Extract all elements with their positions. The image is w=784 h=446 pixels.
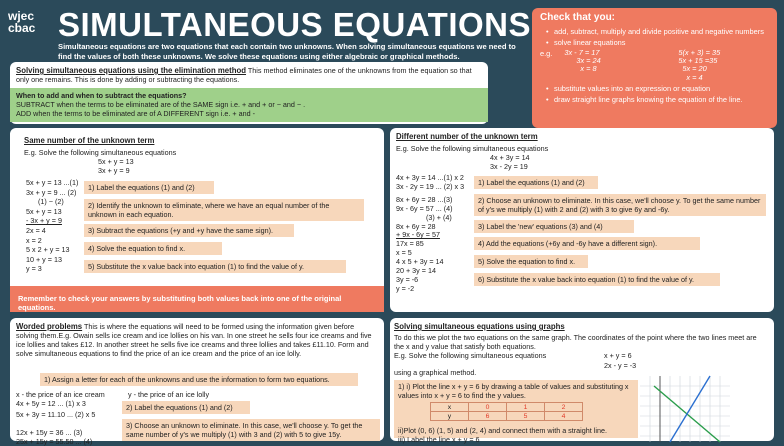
graphs-eg: E.g. Solve the following simultaneous equations [394,351,547,360]
check-item-3: • substitute values into an expression or equation [546,84,769,93]
worded-problems-card [10,318,384,446]
worded-lety: y - the price of an ice lolly [128,390,210,399]
work-line: 2x = 4 [26,225,46,235]
work-line: 4 x 5 + 3y = 14 [396,257,444,267]
check-item-1: • add, subtract, multiply and divide positive and negative numbers [546,27,769,36]
worded-eq4: 25x + 15y = 55.50 ... (4) [16,437,93,446]
worded-letx: x - the price of an ice cream [16,390,105,399]
table-cell: 2 [545,403,583,412]
eg-label: e.g. [540,49,553,58]
logo-line1: wjec [8,9,35,23]
worded-step-2: 2) Label the equations (1) and (2) [122,401,250,414]
diff-step-5: 5) Solve the equation to find x. [474,255,588,268]
same-eq2: 3x + y = 9 [98,166,130,175]
work-line: 9x - 6y = 57 ... (4) [396,203,453,213]
diff-eg: E.g. Solve the following simultaneous equations [396,144,549,153]
work-line: - 3x + y = 9 [26,216,62,226]
eg-line: x = 8 [580,64,597,74]
worded-eq3: 12x + 15y = 36 ... (3) [16,428,83,437]
reminder-banner [10,286,384,312]
eg-line: 3x - 7 = 17 [564,48,600,57]
same-eq1: 5x + y = 13 [98,157,134,166]
graphs-card [390,318,774,444]
same-heading: Same number of the unknown term [24,136,155,145]
worded-desc: This is where the equations will need to be formed using the information given before solving them.E.g. Owain sells ice cream and ice lollies on his van. In one street he sells four ice creams and five ice lollies and takes £12. In another street he sells five ice creams and three lollies and takes £11.10. Form and solve simultaneous equations to find the price of an ice cream and the price of an ice lolly. [16,322,372,358]
page-title: SIMULTANEOUS EQUATIONS [58,6,531,43]
table-cell: 1 [507,403,545,412]
eg-line: 5x = 20 [682,64,707,74]
diff-working [396,174,464,294]
graphs-step-3: iii) Label the line x + y = 6 [398,435,480,444]
work-line: x = 2 [26,235,42,245]
elim-subtract: SUBTRACT when the terms to be eliminated are of the SAME sign i.e. + and + or − and − . [16,100,306,109]
elim-heading: Solving simultaneous equations using the elimination method [16,66,247,75]
elim-question: When to add and when to subtract the equations? [16,91,187,100]
same-number-card [10,128,384,312]
diff-step-1: 1) Label the equations (1) and (2) [474,176,598,189]
eg-col-1 [564,49,674,82]
table-cell: 6 [469,412,507,421]
eg-line: 3x = 24 [576,56,601,66]
table-cell: 0 [469,403,507,412]
work-line: 10 + y = 13 [26,254,62,264]
work-line: y = -2 [396,283,415,293]
work-line: 5 x 2 + y = 13 [26,245,70,255]
work-line: + 9x - 6y = 57 [396,230,440,240]
diff-step-6: 6) Substitute the x value back into equation (1) to find the value of y. [474,273,720,286]
work-line: 3y = -6 [396,274,419,284]
diff-step-3: 3) Label the 'new' equations (3) and (4) [474,220,634,233]
graphs-desc: To do this we plot the two equations on the same graph. The coordinates of the point where the two lines meet are the x and y value that satisfy both equations. [394,333,757,351]
wjec-logo [8,10,50,34]
diff-heading: Different number of the unknown term [396,132,538,141]
work-line: y = 3 [26,264,42,274]
worded-eq1: 4x + 5y = 12 ... (1) x 3 [16,399,86,408]
different-number-card [390,128,774,312]
diff-step-4: 4) Add the equations (+6y and -6y have a different sign). [474,237,700,250]
same-step-4: 4) Solve the equation to find x. [84,242,222,255]
worded-heading: Worded problems [16,322,83,331]
eg-line: 5x + 15 =35 [678,56,718,66]
check-item-2: • solve linear equations [546,38,769,47]
same-step-3: 3) Subtract the equations (+y and +y have the same sign). [84,224,294,237]
check-heading: Check that you: [540,12,616,23]
graphs-step-2: ii)Plot (0, 6) (1, 5) and (2, 4) and connect them with a straight line. [398,426,607,435]
work-line: 4x + 3y = 14 ...(1) x 2 [396,173,464,182]
table-cell: y [431,412,469,421]
graphs-method: using a graphical method. [394,368,477,377]
same-eg: E.g. Solve the following simultaneous equations [24,148,177,157]
graphs-eq2: 2x - y = -3 [604,361,637,370]
worded-eq2: 5x + 3y = 11.10 ... (2) x 5 [16,410,96,419]
reminder-text: Remember to check your answers by substituting both values back into one of the original equations. [18,294,342,312]
work-line: 17x = 85 [396,239,424,249]
table-cell: 4 [545,412,583,421]
same-step-2: 2) Identify the unknown to eliminate, where we have an equal number of the unknown in each equation. [84,199,364,221]
work-line: 20 + 3y = 14 [396,266,436,276]
graphs-eq1: x + y = 6 [604,351,632,360]
eg-col-2 [678,49,720,82]
check-item-4: • draw straight line graphs knowing the equation of the line. [546,95,769,104]
values-table [430,402,583,421]
diff-step-2: 2) Choose an unknown to eliminate. In this case, we'll choose y. To get the same number of y's we multiply (1) with 2 and (2) with 3 to give 6y and -6y. [474,194,766,216]
diff-eq1: 4x + 3y = 14 [490,153,530,162]
same-step-5: 5) Substitute the x value back into equation (1) to find the value of y. [84,260,346,273]
eg-line: x = 4 [686,72,703,82]
intro-text: Simultaneous equations are two equations that each contain two unknowns. When solving simultaneous equations we need to find the values of both these unknowns. We solve these equations using either algebraic or graphical methods. [58,42,516,61]
elim-desc: This method eliminates one of the unknowns from the equation so that only one remains. This is done by adding or subtracting the equations. [16,66,472,84]
work-line: x = 5 [396,248,412,258]
eg-line: 5(x + 3) = 35 [678,48,721,57]
work-line: 8x + 6y = 28 [396,221,436,231]
work-line: 8x + 6y = 28 ...(3) [396,194,453,204]
elimination-panel [10,62,488,124]
graphs-step-1: 1) i) Plot the line x + y = 6 by drawing a table of values and substituting x values into x + y = 6 to find the y values. [398,382,629,400]
worded-step-3: 3) Choose an unknown to eliminate. In this case, we'll choose y. To get the same number of y's we multiply (1) with 3 and (2) with 5 to give 15y. [122,419,380,441]
elim-add: ADD when the terms to be eliminated are of A DIFFERENT sign i.e. + and - [16,109,255,118]
graph-plot [640,376,768,442]
same-working [26,178,78,274]
work-line: 3x + y = 9 ... (2) [26,187,77,197]
check-example [540,49,769,82]
work-line: 5x + y = 13 ...(1) [26,178,79,187]
work-line: (3) + (4) [426,212,452,222]
table-cell: x [431,403,469,412]
worded-text [16,322,372,358]
logo-line2: cbac [8,21,36,35]
work-line: 5x + y = 13 [26,206,62,216]
work-line: (1) − (2) [38,197,64,207]
graphs-heading: Solving simultaneous equations using graphs [394,322,565,331]
table-cell: 5 [507,412,545,421]
same-step-1: 1) Label the equations (1) and (2) [84,181,214,194]
work-line: 3x - 2y = 19 ... (2) x 3 [396,181,465,191]
worded-step-1: 1) Assign a letter for each of the unknowns and use the information to form two equations. [40,373,358,386]
diff-eq2: 3x - 2y = 19 [490,162,528,171]
check-box [532,8,777,128]
